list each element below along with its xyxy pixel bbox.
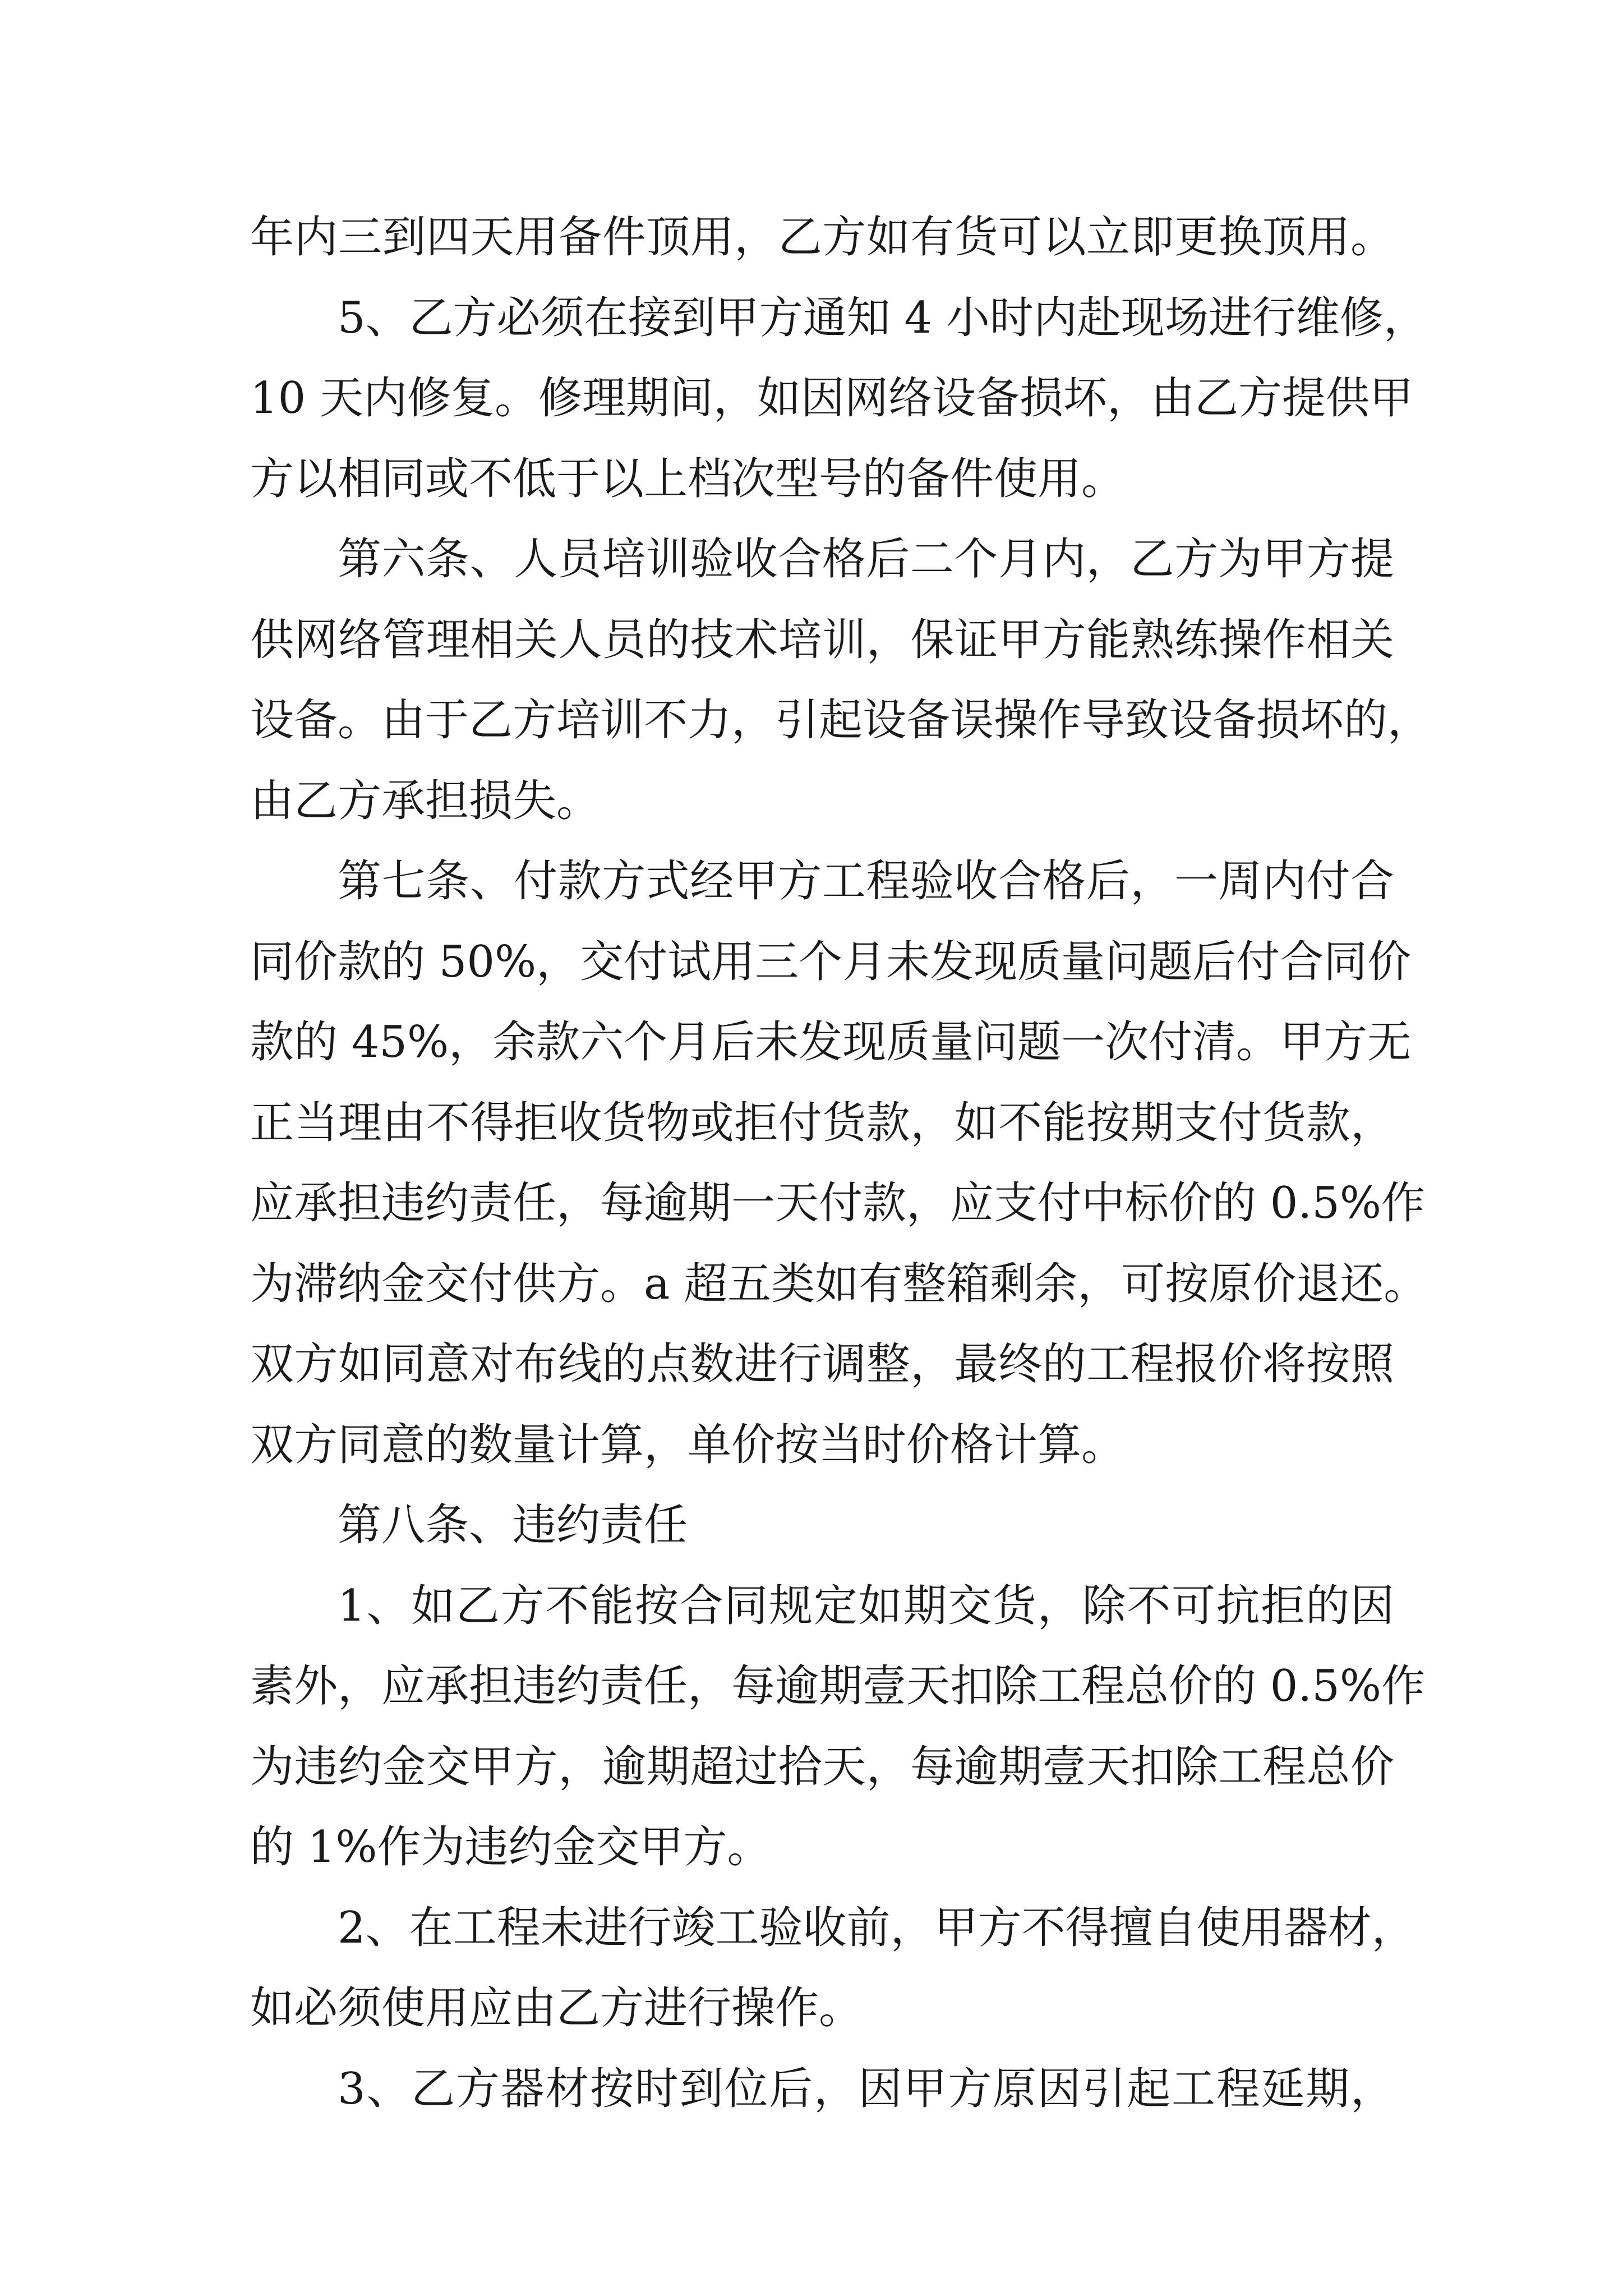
paragraph-end-line: 如必须使用应由乙方进行操作。 — [250, 1983, 863, 2033]
text-line: 年内三到四天用备件顶用，乙方如有货可以立即更换顶用。 — [250, 212, 1394, 263]
paragraph-start-line: 第六条、人员培训验收合格后二个月内，乙方为甲方提 — [338, 534, 1394, 585]
section-heading: 第八条、违约责任 — [338, 1500, 688, 1550]
text-line: 双方如同意对布线的点数进行调整，最终的工程报价将按照 — [250, 1339, 1394, 1389]
text-line: 款的 45%，余款六个月后未发现质量问题一次付清。甲方无 — [250, 1017, 1412, 1068]
text-line: 为滞纳金交付供方。a 超五类如有整箱剩余，可按原价退还。 — [250, 1258, 1428, 1309]
paragraph-end-line: 双方同意的数量计算，单价按当时价格计算。 — [250, 1419, 1126, 1470]
paragraph-end-line: 方以相同或不低于以上档次型号的备件使用。 — [250, 453, 1126, 504]
text-line: 设备。由于乙方培训不力，引起设备误操作导致设备损坏的， — [250, 695, 1432, 746]
text-line: 供网络管理相关人员的技术培训，保证甲方能熟练操作相关 — [250, 614, 1394, 665]
paragraph-end-line: 由乙方承担损失。 — [250, 775, 601, 826]
text-line: 应承担违约责任，每逾期一天付款，应支付中标价的 0.5%作 — [250, 1178, 1425, 1228]
text-line: 为违约金交甲方，逾期超过拾天，每逾期壹天扣除工程总价 — [250, 1741, 1394, 1792]
text-line: 素外，应承担违约责任，每逾期壹天扣除工程总价的 0.5%作 — [250, 1661, 1425, 1711]
document-body — [250, 197, 1432, 2129]
paragraph-start-line: 5、乙方必须在接到甲方通知 4 小时内赴现场进行维修， — [338, 292, 1427, 343]
text-line: 正当理由不得拒收货物或拒付货款，如不能按期支付货款， — [250, 1097, 1394, 1148]
paragraph-start-line: 2、在工程未进行竣工验收前，甲方不得擅自使用器材， — [338, 1902, 1415, 1953]
paragraph-start-line: 第七条、付款方式经甲方工程验收合格后，一周内付合 — [338, 856, 1394, 907]
paragraph-end-line: 的 1%作为违约金交甲方。 — [250, 1822, 771, 1872]
text-line: 10 天内修复。修理期间，如因网络设备损坏，由乙方提供甲 — [250, 373, 1414, 424]
paragraph-start-line: 3、乙方器材按时到位后，因甲方原因引起工程延期， — [338, 2063, 1394, 2114]
paragraph-start-line: 1、如乙方不能按合同规定如期交货，除不可抗拒的因 — [338, 1580, 1394, 1631]
text-line: 同价款的 50%，交付试用三个月未发现质量问题后付合同价 — [250, 936, 1412, 987]
